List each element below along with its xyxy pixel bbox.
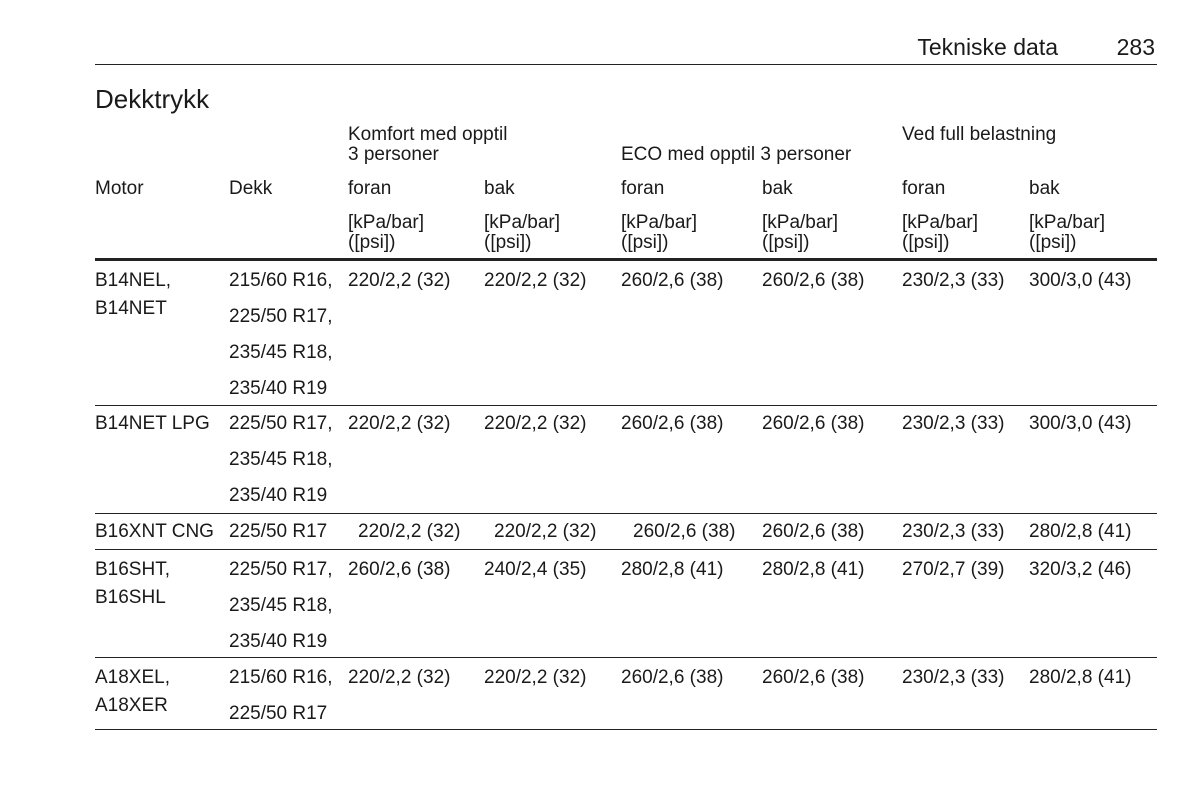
row-tire-size: 235/40 R19 <box>229 631 328 652</box>
page-header <box>95 32 1157 65</box>
row-motor-label: B14NET <box>95 298 167 319</box>
row-separator <box>95 657 1157 658</box>
group-header-komfort-line1: Komfort med opptil <box>348 124 508 145</box>
unit-label-psi: ([psi]) <box>762 232 810 253</box>
row-tire-size: 225/50 R17 <box>229 521 328 542</box>
row-pressure-value: 260/2,6 (38) <box>762 667 865 688</box>
group-header-full-load: Ved full belastning <box>902 124 1057 145</box>
row-tire-size: 235/45 R18, <box>229 449 333 470</box>
unit-label-psi: ([psi]) <box>621 232 669 253</box>
row-tire-size: 215/60 R16, <box>229 667 333 688</box>
row-pressure-value: 280/2,8 (41) <box>1029 521 1132 542</box>
row-pressure-value: 260/2,6 (38) <box>621 413 724 434</box>
row-pressure-value: 260/2,6 (38) <box>621 667 724 688</box>
row-separator <box>95 549 1157 550</box>
row-pressure-value: 260/2,6 (38) <box>762 270 865 291</box>
row-motor-label: B14NEL, <box>95 270 172 291</box>
unit-label-psi: ([psi]) <box>1029 232 1077 253</box>
row-separator <box>95 729 1157 730</box>
row-pressure-value: 280/2,8 (41) <box>762 559 865 580</box>
row-tire-size: 225/50 R17, <box>229 413 333 434</box>
row-tire-size: 225/50 R17 <box>229 703 328 724</box>
unit-label-psi: ([psi]) <box>348 232 396 253</box>
row-pressure-value: 220/2,2 (32) <box>484 413 587 434</box>
unit-label-psi: ([psi]) <box>484 232 532 253</box>
header-section-title: Tekniske data <box>917 34 1058 60</box>
row-pressure-value: 220/2,2 (32) <box>348 270 451 291</box>
row-pressure-value: 230/2,3 (33) <box>902 270 1005 291</box>
unit-label-psi: ([psi]) <box>902 232 950 253</box>
row-motor-label: A18XEL, <box>95 667 170 688</box>
column-subheader-bak: bak <box>484 178 515 199</box>
row-pressure-value: 260/2,6 (38) <box>762 413 865 434</box>
row-pressure-value: 230/2,3 (33) <box>902 521 1005 542</box>
unit-label-kpa-bar: [kPa/bar] <box>1029 212 1106 233</box>
column-subheader-bak: bak <box>762 178 793 199</box>
row-pressure-value: 300/3,0 (43) <box>1029 270 1132 291</box>
row-pressure-value: 220/2,2 (32) <box>358 521 461 542</box>
row-motor-label: B16SHT, <box>95 559 170 580</box>
group-header-eco: ECO med opptil 3 personer <box>621 144 852 165</box>
column-subheader-foran: foran <box>348 178 392 199</box>
row-pressure-value: 260/2,6 (38) <box>762 521 865 542</box>
row-motor-label: B16XNT CNG <box>95 521 214 542</box>
row-tire-size: 225/50 R17, <box>229 559 333 580</box>
row-tire-size: 235/40 R19 <box>229 485 328 506</box>
unit-label-kpa-bar: [kPa/bar] <box>484 212 561 233</box>
row-pressure-value: 220/2,2 (32) <box>348 413 451 434</box>
row-motor-label: B16SHL <box>95 587 166 608</box>
row-pressure-value: 220/2,2 (32) <box>484 270 587 291</box>
row-tire-size: 215/60 R16, <box>229 270 333 291</box>
row-tire-size: 235/45 R18, <box>229 342 333 363</box>
row-pressure-value: 280/2,8 (41) <box>621 559 724 580</box>
section-title: Dekktrykk <box>95 84 210 114</box>
row-pressure-value: 320/3,2 (46) <box>1029 559 1132 580</box>
row-separator <box>95 513 1157 514</box>
row-pressure-value: 260/2,6 (38) <box>621 270 724 291</box>
row-tire-size: 235/45 R18, <box>229 595 333 616</box>
unit-label-kpa-bar: [kPa/bar] <box>762 212 839 233</box>
column-header-dekk: Dekk <box>229 178 273 199</box>
row-pressure-value: 240/2,4 (35) <box>484 559 587 580</box>
unit-label-kpa-bar: [kPa/bar] <box>621 212 698 233</box>
row-motor-label: A18XER <box>95 695 168 716</box>
header-page-number: 283 <box>1116 34 1155 60</box>
unit-label-kpa-bar: [kPa/bar] <box>348 212 425 233</box>
column-subheader-bak: bak <box>1029 178 1060 199</box>
row-pressure-value: 230/2,3 (33) <box>902 667 1005 688</box>
table-header-rule <box>95 258 1157 261</box>
row-separator <box>95 405 1157 406</box>
row-pressure-value: 230/2,3 (33) <box>902 413 1005 434</box>
row-pressure-value: 280/2,8 (41) <box>1029 667 1132 688</box>
row-motor-label: B14NET LPG <box>95 413 210 434</box>
column-subheader-foran: foran <box>621 178 665 199</box>
row-pressure-value: 260/2,6 (38) <box>348 559 451 580</box>
column-header-motor: Motor <box>95 178 144 199</box>
unit-label-kpa-bar: [kPa/bar] <box>902 212 979 233</box>
row-pressure-value: 300/3,0 (43) <box>1029 413 1132 434</box>
row-pressure-value: 220/2,2 (32) <box>494 521 597 542</box>
row-pressure-value: 260/2,6 (38) <box>633 521 736 542</box>
row-pressure-value: 270/2,7 (39) <box>902 559 1005 580</box>
row-pressure-value: 220/2,2 (32) <box>484 667 587 688</box>
row-tire-size: 225/50 R17, <box>229 306 333 327</box>
row-pressure-value: 220/2,2 (32) <box>348 667 451 688</box>
group-header-komfort-line2: 3 personer <box>348 144 439 165</box>
row-tire-size: 235/40 R19 <box>229 378 328 399</box>
column-subheader-foran: foran <box>902 178 946 199</box>
